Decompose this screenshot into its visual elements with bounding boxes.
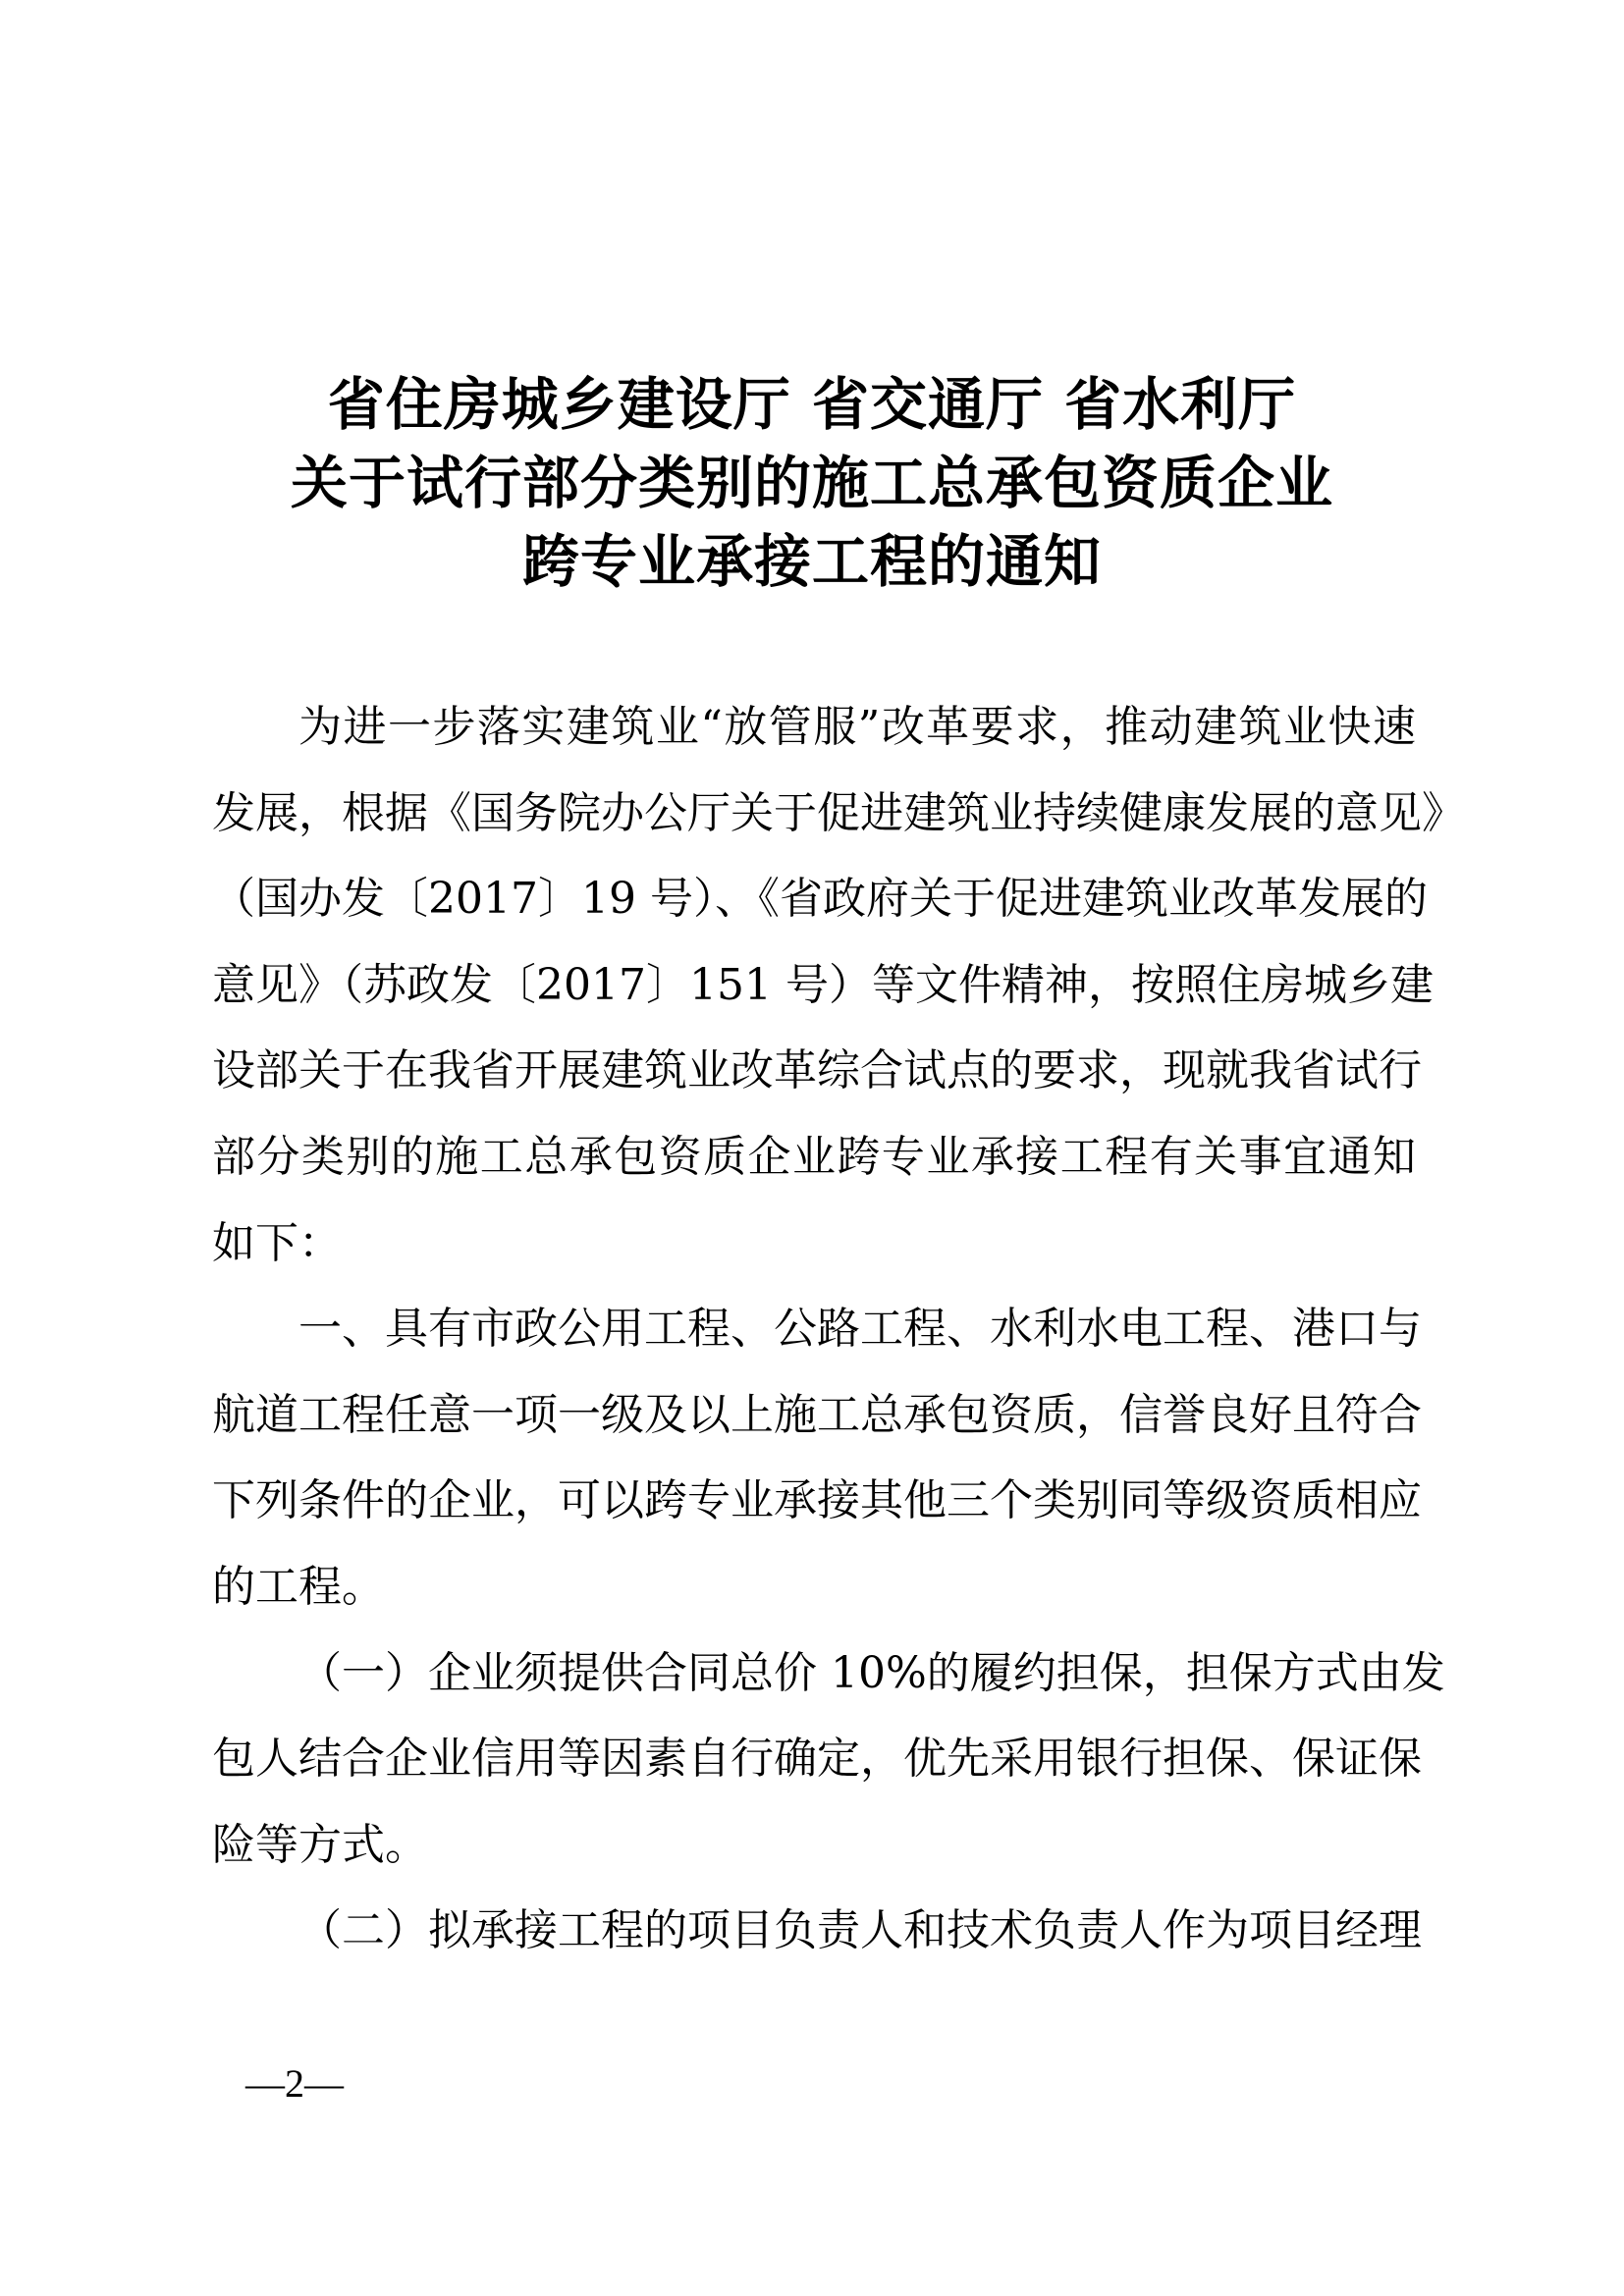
body-line: 如下： xyxy=(212,1217,342,1268)
title-line-3: 跨专业承接工程的通知 xyxy=(521,528,1102,595)
body-line: 一、具有市政公用工程、公路工程、水利水电工程、港口与 xyxy=(298,1304,1422,1355)
page-number: —2— xyxy=(245,2061,344,2106)
body-line: 为进一步落实建筑业“放管服”改革要求，推动建筑业快速 xyxy=(298,702,1416,752)
document-title xyxy=(196,365,1428,601)
title-line-1: 省住房城乡建设厅 省交通厅 省水利厅 xyxy=(327,371,1297,438)
body-line: 意见》（苏政发〔2017〕151 号）等文件精神，按照住房城乡建 xyxy=(212,959,1434,1010)
body-line: 的工程。 xyxy=(212,1561,385,1612)
body-line: 下列条件的企业，可以跨专业承接其他三个类别同等级资质相应 xyxy=(212,1475,1422,1526)
title-line-2: 关于试行部分类别的施工总承包资质企业 xyxy=(290,450,1333,516)
document-body xyxy=(212,684,1465,1974)
body-line: （一）企业须提供合同总价 10%的履约担保，担保方式由发 xyxy=(298,1647,1445,1698)
body-line: （二）拟承接工程的项目负责人和技术负责人作为项目经理 xyxy=(298,1905,1422,1956)
body-line: 设部关于在我省开展建筑业改革综合试点的要求，现就我省试行 xyxy=(212,1045,1422,1096)
body-line: 航道工程任意一项一级及以上施工总承包资质，信誉良好且符合 xyxy=(212,1389,1422,1440)
body-line: 发展，根据《国务院办公厅关于促进建筑业持续健康发展的意见》 xyxy=(212,787,1465,838)
body-line: （国办发〔2017〕19 号）、《省政府关于促进建筑业改革发展的 xyxy=(212,874,1428,925)
body-line: 险等方式。 xyxy=(212,1819,428,1870)
body-line: 包人结合企业信用等因素自行确定，优先采用银行担保、保证保 xyxy=(212,1734,1422,1785)
body-line: 部分类别的施工总承包资质企业跨专业承接工程有关事宜通知 xyxy=(212,1131,1416,1182)
